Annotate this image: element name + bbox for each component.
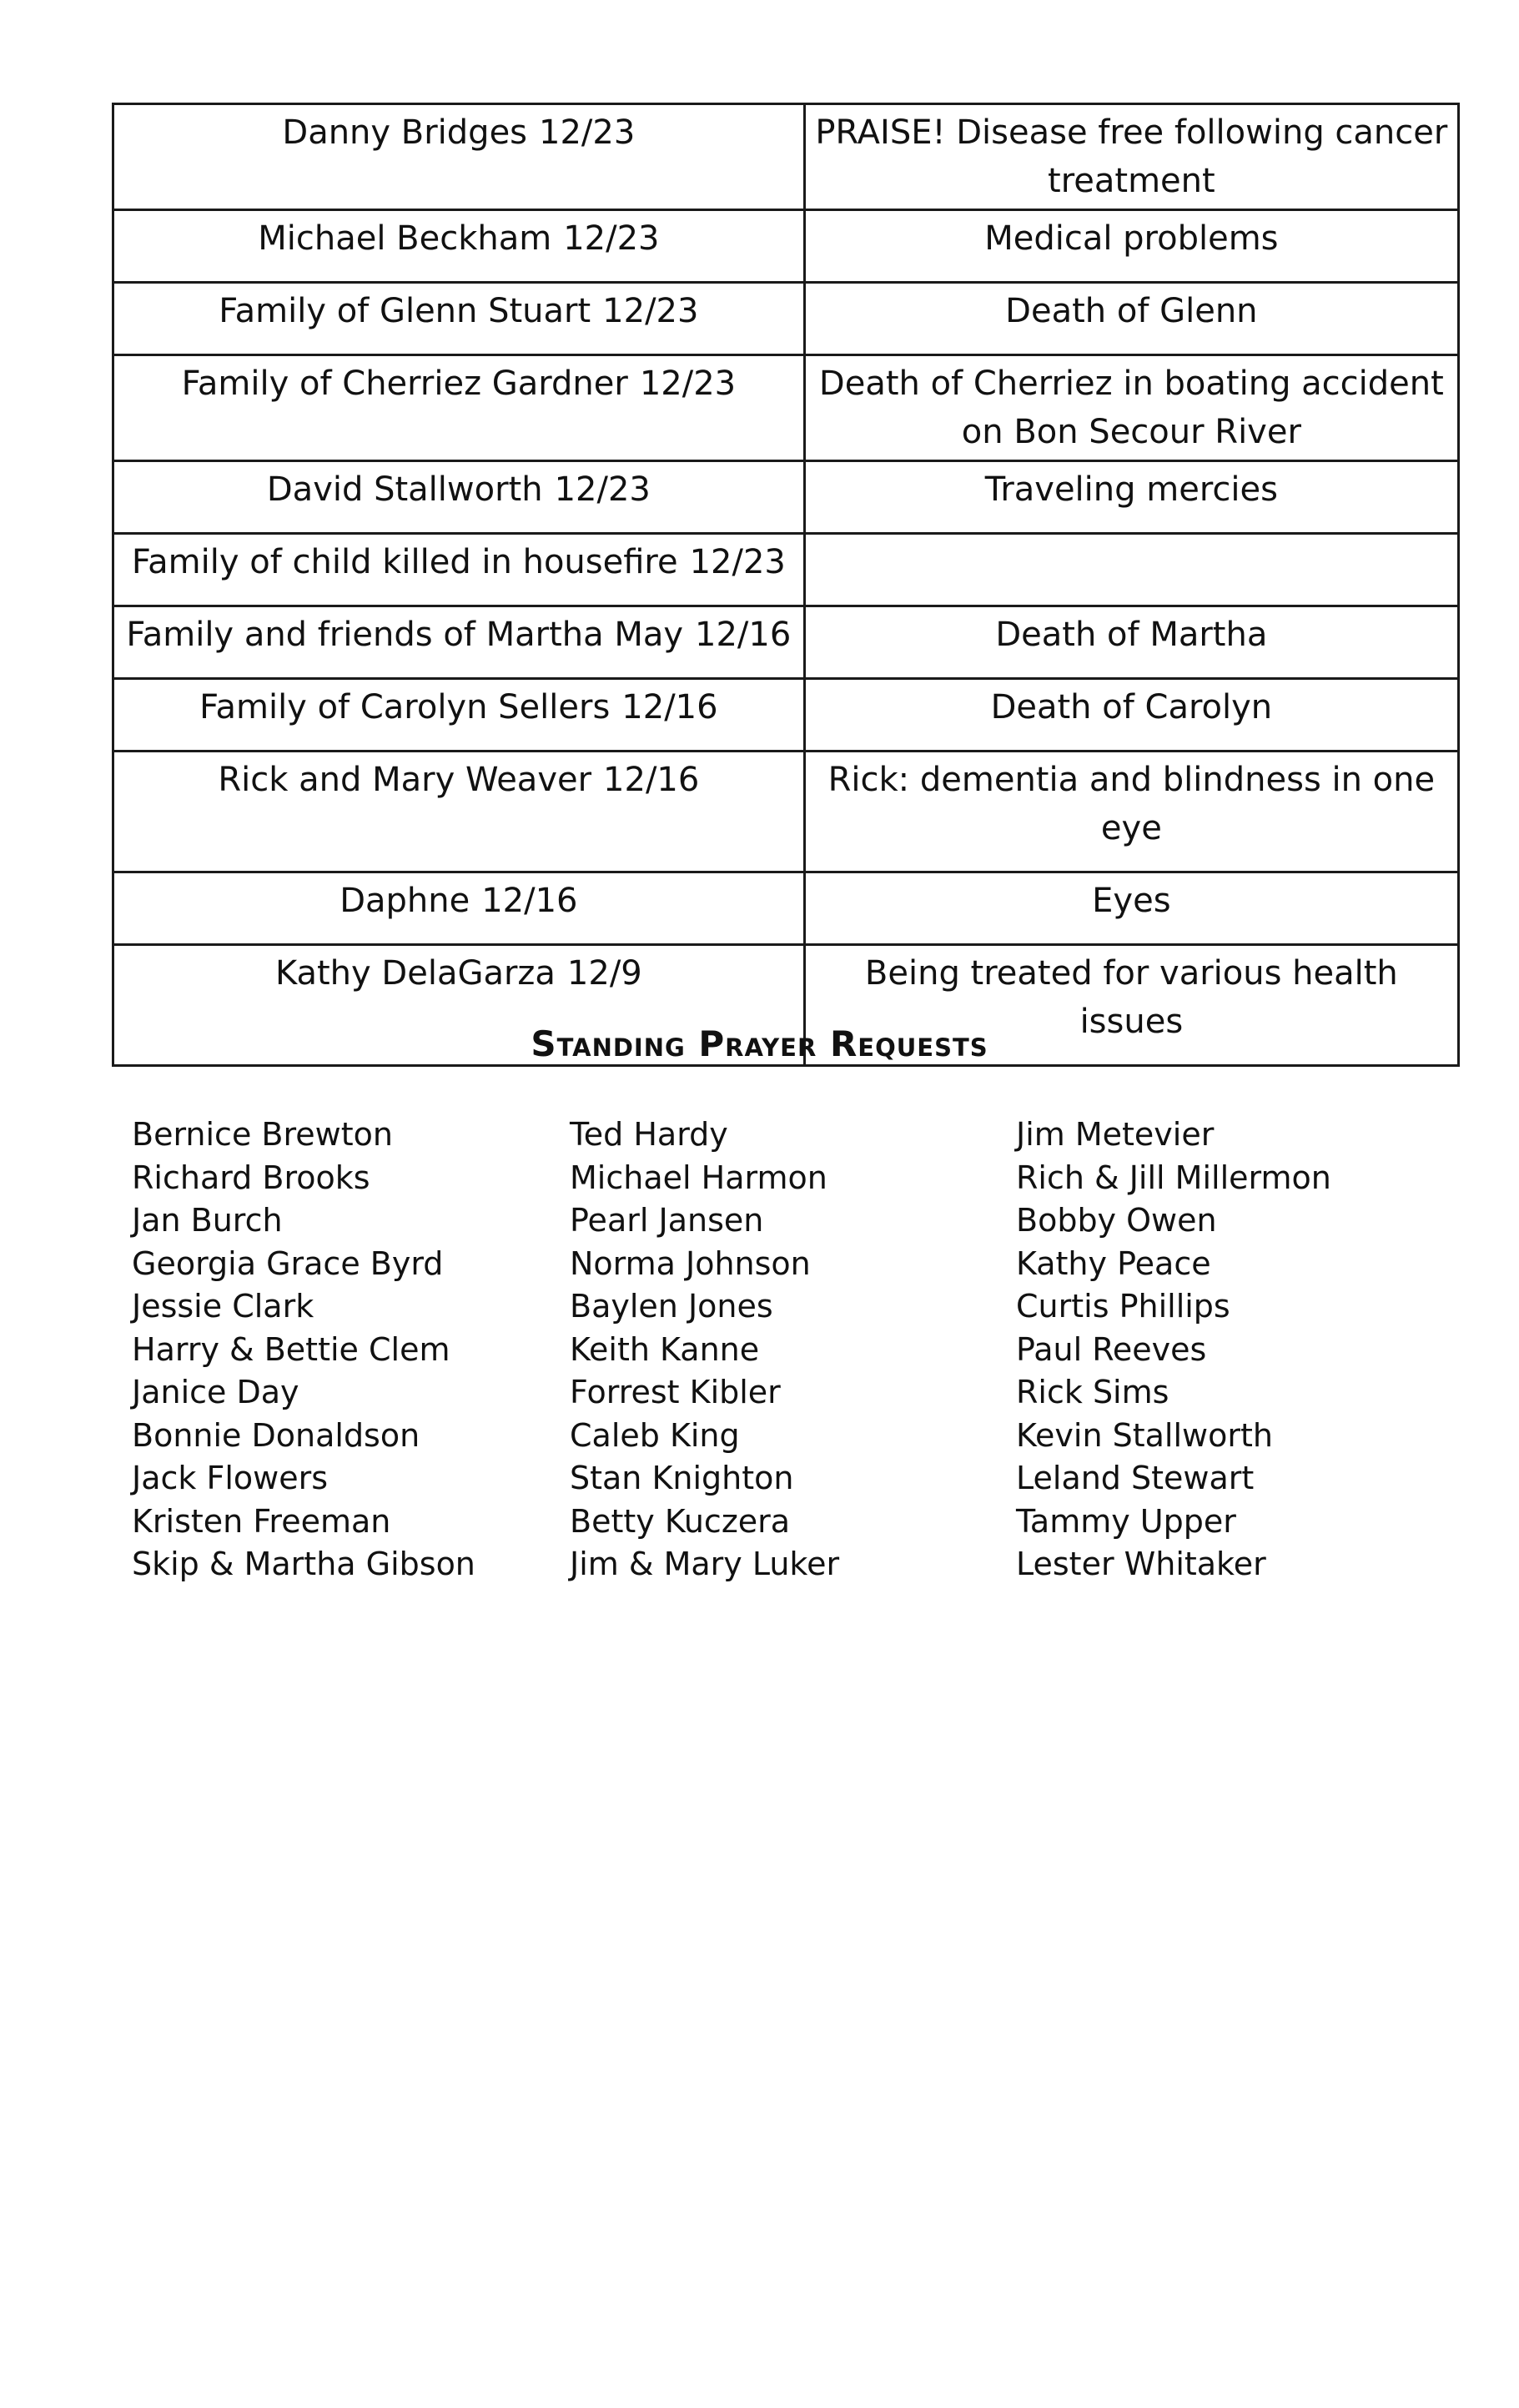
request-cell: Traveling mercies — [804, 461, 1458, 534]
request-date: 12/16 — [481, 882, 578, 920]
standing-list-column-1 — [132, 1114, 475, 1586]
request-cell: Death of Cherriez in boating accident on Bon Secour River — [804, 355, 1458, 461]
person-name: Family of Carolyn Sellers — [199, 688, 611, 726]
list-item: Jim & Mary Luker — [570, 1546, 840, 1582]
table-row — [113, 355, 1459, 461]
request-date: 12/9 — [566, 954, 642, 993]
request-cell — [804, 534, 1458, 606]
table-row — [113, 104, 1459, 210]
list-item: Michael Harmon — [570, 1159, 827, 1196]
person-name: David Stallworth — [266, 470, 543, 509]
request-date: 12/23 — [539, 113, 636, 152]
request-date: 12/23 — [554, 470, 651, 509]
list-item: Kristen Freeman — [132, 1502, 391, 1540]
person-name: Daphne — [340, 882, 470, 920]
person-cell — [113, 210, 805, 283]
person-cell — [113, 104, 805, 210]
list-item: Kathy Peace — [1016, 1244, 1211, 1282]
table-row — [113, 283, 1459, 355]
list-item: Jack Flowers — [132, 1460, 329, 1496]
list-item: Pearl Jansen — [570, 1202, 764, 1239]
request-date: 12/16 — [695, 616, 792, 654]
person-name: Family of child killed in housefire — [131, 543, 678, 581]
request-cell: PRAISE! Disease free following cancer treatment — [804, 104, 1458, 210]
list-item: Caleb King — [570, 1416, 740, 1454]
list-item: Lester Whitaker — [1016, 1546, 1266, 1582]
table-row — [113, 752, 1459, 872]
request-date: 12/16 — [621, 688, 718, 726]
standing-list-column-3 — [1016, 1114, 1331, 1586]
prayer-requests-table — [112, 103, 1460, 1067]
list-item: Ted Hardy — [570, 1116, 728, 1153]
list-item: Leland Stewart — [1016, 1460, 1255, 1496]
request-cell: Rick: dementia and blindness in one eye — [804, 752, 1458, 872]
request-date: 12/23 — [639, 364, 737, 403]
list-item: Bonnie Donaldson — [132, 1416, 420, 1454]
request-date: 12/16 — [603, 761, 700, 799]
person-name: Rick and Mary Weaver — [218, 761, 592, 799]
request-cell: Eyes — [804, 872, 1458, 945]
person-cell — [113, 534, 805, 606]
list-item: Skip & Martha Gibson — [132, 1546, 475, 1582]
list-item: Tammy Upper — [1016, 1502, 1236, 1540]
list-item: Bernice Brewton — [132, 1116, 393, 1153]
standing-requests-heading: Standing Prayer Requests — [531, 1023, 988, 1064]
list-item: Jan Burch — [132, 1202, 283, 1239]
table-row — [113, 461, 1459, 534]
person-name: Family and friends of Martha May — [126, 616, 684, 654]
request-cell: Being treated for various health issues — [804, 945, 1458, 1066]
list-item: Georgia Grace Byrd — [132, 1244, 444, 1282]
list-item: Rich & Jill Millermon — [1016, 1159, 1331, 1196]
table-row — [113, 606, 1459, 679]
list-item: Paul Reeves — [1016, 1330, 1207, 1368]
person-cell — [113, 461, 805, 534]
list-item: Betty Kuczera — [570, 1502, 791, 1540]
request-date: 12/23 — [602, 292, 699, 330]
person-name: Family of Cherriez Gardner — [181, 364, 628, 403]
list-item: Rick Sims — [1016, 1374, 1169, 1410]
list-item: Jim Metevier — [1016, 1116, 1215, 1153]
table-row — [113, 679, 1459, 752]
person-cell — [113, 283, 805, 355]
person-cell — [113, 752, 805, 872]
person-name: Michael Beckham — [258, 219, 552, 258]
person-name: Danny Bridges — [282, 113, 528, 152]
table-row — [113, 534, 1459, 606]
person-cell — [113, 355, 805, 461]
list-item: Baylen Jones — [570, 1288, 773, 1325]
request-cell: Death of Carolyn — [804, 679, 1458, 752]
person-name: Kathy DelaGarza — [274, 954, 556, 993]
table-row — [113, 210, 1459, 283]
list-item: Harry & Bettie Clem — [132, 1330, 450, 1368]
list-item: Stan Knighton — [570, 1460, 794, 1496]
request-cell: Death of Glenn — [804, 283, 1458, 355]
list-item: Jessie Clark — [132, 1288, 314, 1325]
person-cell — [113, 606, 805, 679]
list-item: Kevin Stallworth — [1016, 1416, 1273, 1454]
standing-list-column-2 — [570, 1114, 839, 1586]
request-cell: Medical problems — [804, 210, 1458, 283]
list-item: Keith Kanne — [570, 1330, 760, 1368]
person-cell — [113, 872, 805, 945]
request-date: 12/23 — [563, 219, 660, 258]
request-date: 12/23 — [689, 543, 786, 581]
list-item: Bobby Owen — [1016, 1202, 1217, 1239]
list-item: Janice Day — [132, 1374, 299, 1410]
table-row — [113, 872, 1459, 945]
list-item: Richard Brooks — [132, 1159, 370, 1196]
person-cell — [113, 679, 805, 752]
list-item: Curtis Phillips — [1016, 1288, 1230, 1325]
list-item: Norma Johnson — [570, 1244, 811, 1282]
request-cell: Death of Martha — [804, 606, 1458, 679]
list-item: Forrest Kibler — [570, 1374, 781, 1410]
person-name: Family of Glenn Stuart — [219, 292, 591, 330]
